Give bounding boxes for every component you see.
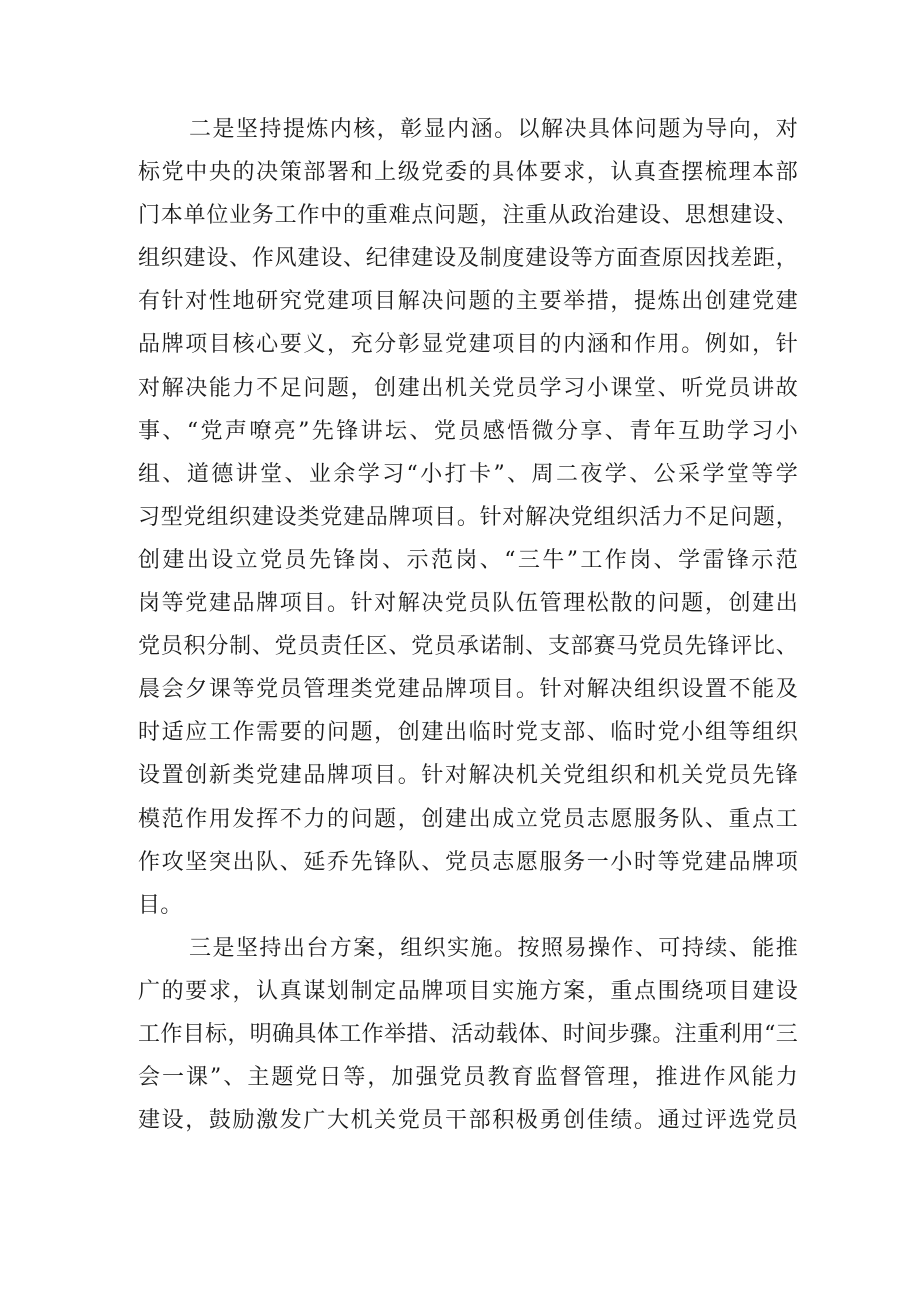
text-line: 三是坚持出台方案，组织实施。按照易操作、可持续、能推: [189, 935, 798, 961]
text-line: 组、道德讲堂、业余学习“小打卡”、周二夜学、公采学堂等学: [138, 461, 798, 487]
text-line: 门本单位业务工作中的重难点问题，注重从政治建设、思想建设、: [138, 203, 798, 229]
text-line: 时适应工作需要的问题，创建出临时党支部、临时党小组等组织: [138, 720, 798, 746]
text-line: 模范作用发挥不力的问题，创建出成立党员志愿服务队、重点工: [138, 806, 798, 832]
text-line: 二是坚持提炼内核，彰显内涵。以解决具体问题为导向，对: [189, 117, 798, 142]
text-line: 创建出设立党员先锋岗、示范岗、“三牛”工作岗、学雷锋示范: [138, 547, 798, 573]
text-line: 会一课”、主题党日等，加强党员教育监督管理，推进作风能力: [138, 1065, 798, 1091]
text-line: 设置创新类党建品牌项目。针对解决机关党组织和机关党员先锋: [138, 763, 798, 789]
text-line: 建设，鼓励激发广大机关党员干部积极勇创佳绩。通过评选党员: [138, 1108, 798, 1134]
text-line: 事、“党声嘹亮”先锋讲坛、党员感悟微分享、青年互助学习小: [138, 418, 798, 444]
text-line: 标党中央的决策部署和上级党委的具体要求，认真查摆梳理本部: [138, 160, 798, 186]
paragraph-2: [138, 108, 798, 927]
paragraph-3: [138, 927, 798, 1142]
text-line: 习型党组织建设类党建品牌项目。针对解决党组织活力不足问题，: [138, 504, 798, 530]
text-line: 作攻坚突出队、延乔先锋队、党员志愿服务一小时等党建品牌项: [138, 849, 798, 875]
text-line: 品牌项目核心要义，充分彰显党建项目的内涵和作用。例如，针: [138, 332, 798, 358]
text-line: 对解决能力不足问题，创建出机关党员学习小课堂、听党员讲故: [138, 375, 798, 401]
text-line: 岗等党建品牌项目。针对解决党员队伍管理松散的问题，创建出: [138, 591, 798, 617]
text-line: 有针对性地研究党建项目解决问题的主要举措，提炼出创建党建: [138, 289, 798, 315]
text-line: 工作目标，明确具体工作举措、活动载体、时间步骤。注重利用“三: [138, 1021, 798, 1047]
text-line: 晨会夕课等党员管理类党建品牌项目。针对解决组织设置不能及: [138, 677, 798, 703]
text-line: 党员积分制、党员责任区、党员承诺制、支部赛马党员先锋评比、: [138, 634, 798, 660]
text-line: 广的要求，认真谋划制定品牌项目实施方案，重点围绕项目建设: [138, 978, 798, 1004]
text-line: 组织建设、作风建设、纪律建设及制度建设等方面查原因找差距，: [138, 246, 798, 272]
text-line: 目。: [138, 892, 183, 918]
document-body: [138, 108, 798, 1142]
